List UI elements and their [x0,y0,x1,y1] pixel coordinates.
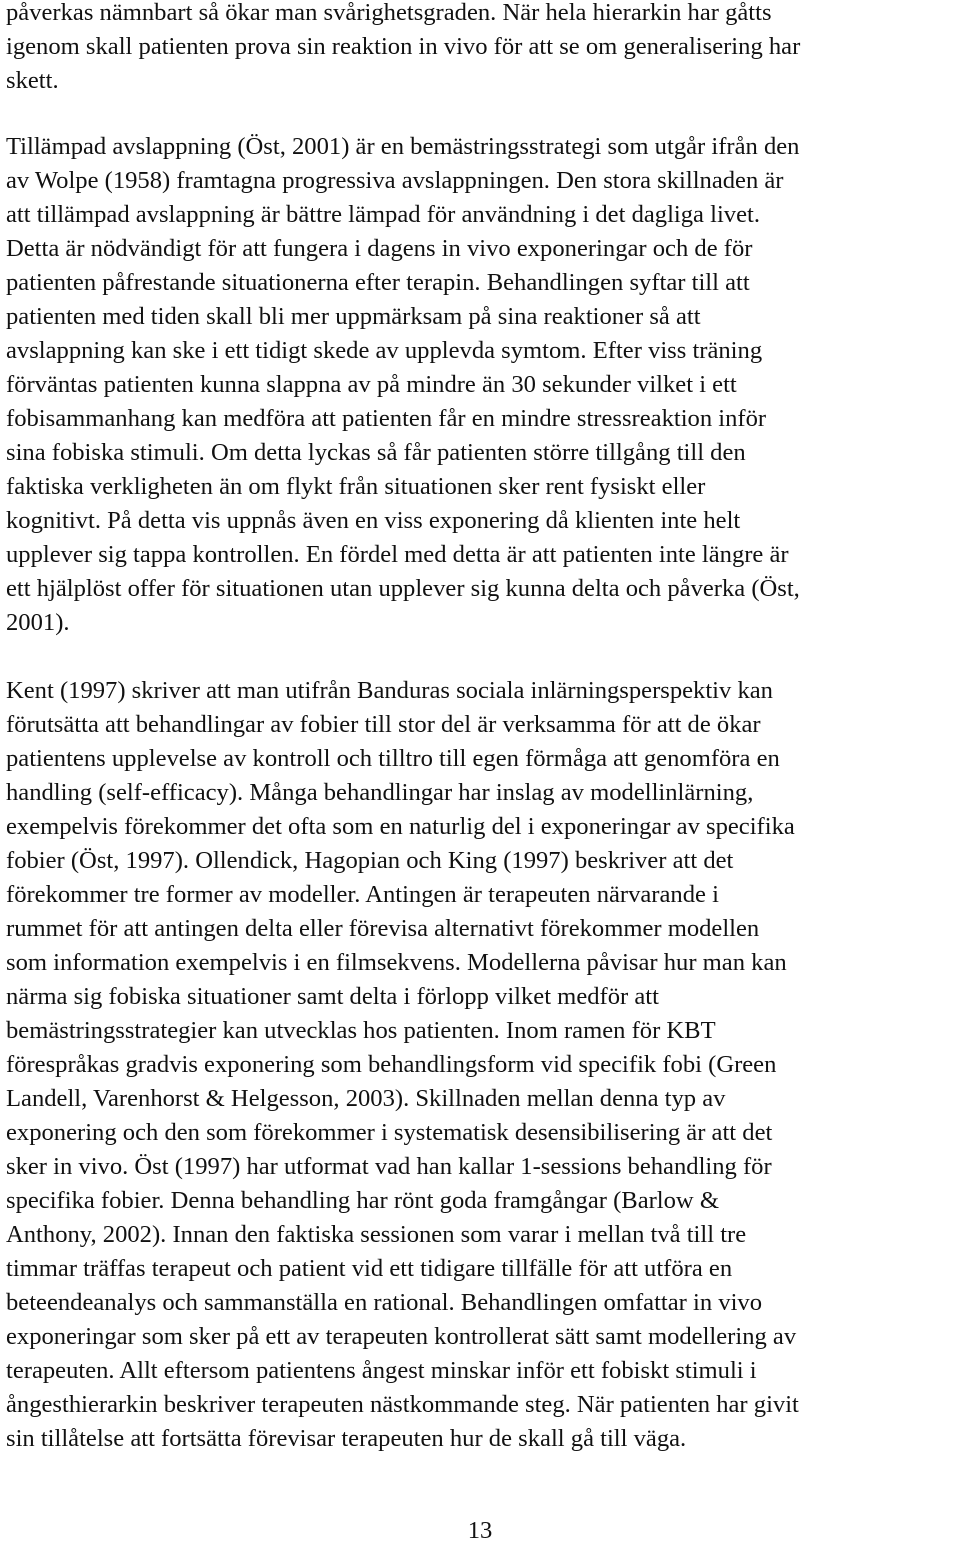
text-line: fobier (Öst, 1997). Ollendick, Hagopian och King (1997) beskriver att det [6,847,734,874]
text-line: timmar träffas terapeut och patient vid ett tidigare tillfälle för att utföra en [6,1255,733,1282]
text-line: förväntas patienten kunna slappna av på mindre än 30 sekunder vilket i ett [6,371,737,398]
text-line: som information exempelvis i en filmsekvens. Modellerna påvisar hur man kan [6,949,787,976]
paragraph-modeling-exposure [6,674,958,1456]
text-line: att tillämpad avslappning är bättre lämpad för användning i det dagliga livet. [6,201,760,228]
text-line: exempelvis förekommer det ofta som en naturlig del i exponeringar av specifika [6,813,795,840]
text-line: terapeuten. Allt eftersom patientens ångest minskar inför ett fobiskt stimuli i [6,1357,757,1384]
text-line: kognitivt. På detta vis uppnås även en viss exponering då klienten inte helt [6,507,741,534]
text-line: faktiska verkligheten än om flykt från situationen sker rent fysiskt eller [6,473,706,500]
text-line: sina fobiska stimuli. Om detta lyckas så får patienten större tillgång till den [6,439,746,466]
text-line: igenom skall patienten prova sin reaktion in vivo för att se om generalisering har [6,33,801,60]
text-line: rummet för att antingen delta eller förevisa alternativt förekommer modellen [6,915,760,942]
paragraph-continuation [6,0,958,98]
text-line: avslappning kan ske i ett tidigt skede av upplevda symtom. Efter viss träning [6,337,763,364]
text-line: handling (self-efficacy). Många behandlingar har inslag av modellinlärning, [6,779,754,806]
text-line: sker in vivo. Öst (1997) har utformat vad han kallar 1-sessions behandling för [6,1153,772,1180]
text-line: patienten påfrestande situationerna efter terapin. Behandlingen syftar till att [6,269,750,296]
text-line: förekommer tre former av modeller. Antingen är terapeuten närvarande i [6,881,719,908]
text-line: fobisammanhang kan medföra att patienten får en mindre stressreaktion inför [6,405,767,432]
text-line: bemästringsstrategier kan utvecklas hos patienten. Inom ramen för KBT [6,1017,716,1044]
paragraph-applied-relaxation [6,130,958,640]
text-line: patienten med tiden skall bli mer uppmärksam på sina reaktioner så att [6,303,701,330]
text-line: av Wolpe (1958) framtagna progressiva avslappningen. Den stora skillnaden är [6,167,784,194]
text-line: Tillämpad avslappning (Öst, 2001) är en bemästringsstrategi som utgår ifrån den [6,133,800,160]
text-line: Landell, Varenhorst & Helgesson, 2003). Skillnaden mellan denna typ av [6,1085,726,1112]
text-line: sin tillåtelse att fortsätta förevisar terapeuten hur de skall gå till väga. [6,1425,687,1452]
text-line: upplever sig tappa kontrollen. En fördel med detta är att patienten inte längre är [6,541,789,568]
text-line: specifika fobier. Denna behandling har rönt goda framgångar (Barlow & [6,1187,719,1214]
text-line: exponering och den som förekommer i systematisk desensibilisering är att det [6,1119,773,1146]
text-line: Detta är nödvändigt för att fungera i dagens in vivo exponeringar och de för [6,235,753,262]
text-line: förutsätta att behandlingar av fobier till stor del är verksamma för att de ökar [6,711,761,738]
page-number: 13 [467,1517,493,1544]
text-line: beteendeanalys och sammanställa en rational. Behandlingen omfattar in vivo [6,1289,763,1316]
text-line: exponeringar som sker på ett av terapeuten kontrollerat sätt samt modellering av [6,1323,797,1350]
text-line: skett. [6,67,59,94]
text-line: ångesthierarkin beskriver terapeuten nästkommande steg. När patienten har givit [6,1391,799,1418]
text-line: påverkas nämnbart så ökar man svårighetsgraden. När hela hierarkin har gåtts [6,0,772,26]
text-line: Kent (1997) skriver att man utifrån Banduras sociala inlärningsperspektiv kan [6,677,773,704]
text-line: förespråkas gradvis exponering som behandlingsform vid specifik fobi (Green [6,1051,777,1078]
text-line: 2001). [6,609,70,636]
text-line: Anthony, 2002). Innan den faktiska sessionen som varar i mellan två till tre [6,1221,747,1248]
text-line: närma sig fobiska situationer samt delta i förlopp vilket medför att [6,983,659,1010]
text-line: patientens upplevelse av kontroll och tilltro till egen förmåga att genomföra en [6,745,780,772]
text-line: ett hjälplöst offer för situationen utan upplever sig kunna delta och påverka (Öst, [6,575,800,602]
